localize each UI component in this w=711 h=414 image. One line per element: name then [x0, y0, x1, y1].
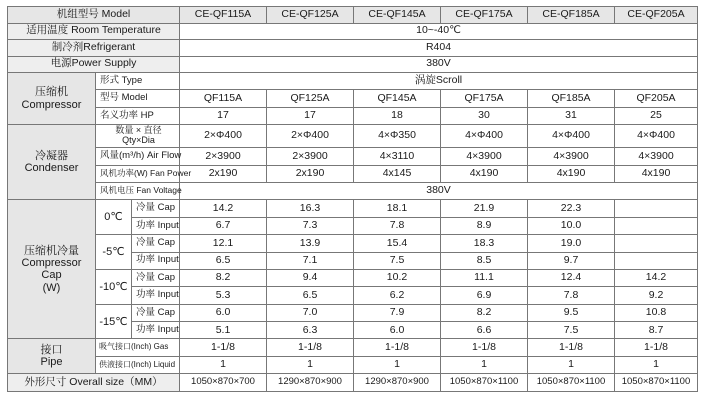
cap-cell: 18.3: [441, 235, 528, 252]
cap-cell: 11.1: [441, 269, 528, 286]
condenser-qty-cell: 4×Φ400: [441, 125, 528, 148]
capacity-row-cap: [8, 304, 698, 321]
pipe-gas-cell: 1-1/8: [615, 339, 698, 356]
pipe-liquid-cell: 1: [267, 356, 354, 373]
input-cell: 7.1: [267, 252, 354, 269]
compressor-group-cn: 压缩机: [35, 86, 68, 99]
input-cell: 5.1: [180, 322, 267, 339]
cap-cell: 22.3: [528, 200, 615, 217]
cap-cell: 18.1: [354, 200, 441, 217]
compressor-model-cell: QF205A: [615, 90, 698, 107]
refrigerant-label: 制冷剂Refrigerant: [8, 40, 180, 57]
pipe-gas-cell: 1-1/8: [528, 339, 615, 356]
condenser-airflow-cell: 4×3900: [528, 148, 615, 165]
room-temperature-value: 10~-40℃: [180, 23, 698, 40]
input-cell: [615, 217, 698, 234]
cap-cell: 14.2: [615, 269, 698, 286]
input-cell: 6.2: [354, 287, 441, 304]
compressor-hp-label: 名义功率 HP: [96, 107, 180, 124]
input-cell: 6.5: [180, 252, 267, 269]
header-row: [8, 7, 698, 24]
overall-size-cell: 1050×870×700: [180, 374, 267, 391]
cap-cell: 12.4: [528, 269, 615, 286]
cap-cell: 19.0: [528, 235, 615, 252]
cap-cell: 13.9: [267, 235, 354, 252]
compressor-hp-cell: 17: [180, 107, 267, 124]
input-cell: 6.7: [180, 217, 267, 234]
cap-cell: 15.4: [354, 235, 441, 252]
cap-cell: 7.0: [267, 304, 354, 321]
compressor-type-label: 形式 Type: [96, 73, 180, 90]
input-label: 功率 Input: [132, 287, 180, 304]
condenser-group-label: [8, 125, 96, 200]
cap-cell: 9.5: [528, 304, 615, 321]
compressor-model-label: 型号 Model: [96, 90, 180, 107]
cap-cell: 16.3: [267, 200, 354, 217]
capacity-group-label: [8, 200, 96, 339]
condenser-qty-label: [96, 125, 180, 148]
condenser-fanpower-cell: 2x190: [180, 165, 267, 182]
pipe-liquid-cell: 1: [354, 356, 441, 373]
input-cell: 6.6: [441, 322, 528, 339]
condenser-qty-cell: 4×Φ400: [528, 125, 615, 148]
cap-cell: 10.2: [354, 269, 441, 286]
cap-cell: [615, 200, 698, 217]
model-header-1: CE-QF115A: [180, 7, 267, 24]
condenser-fanpower-cell: 4x190: [441, 165, 528, 182]
capacity-group-cn: 压缩机冷量: [24, 245, 79, 258]
input-cell: 8.9: [441, 217, 528, 234]
compressor-model-cell: QF175A: [441, 90, 528, 107]
pipe-liquid-cell: 1: [441, 356, 528, 373]
input-cell: 8.5: [441, 252, 528, 269]
model-header-6: CE-QF205A: [615, 7, 698, 24]
pipe-group-cn: 接口: [40, 344, 63, 357]
compressor-model-row: [8, 90, 698, 107]
input-cell: 7.8: [354, 217, 441, 234]
cap-cell: 7.9: [354, 304, 441, 321]
cap-cell: 8.2: [441, 304, 528, 321]
cap-cell: 9.4: [267, 269, 354, 286]
pipe-gas-row: [8, 339, 698, 356]
condenser-fanpower-cell: 4x145: [354, 165, 441, 182]
cap-cell: 12.1: [180, 235, 267, 252]
refrigerant-value: R404: [180, 40, 698, 57]
compressor-hp-cell: 17: [267, 107, 354, 124]
condenser-voltage-value: 380V: [180, 182, 698, 199]
condenser-airflow-cell: 2×3900: [180, 148, 267, 165]
capacity-group-unit: (W): [42, 281, 61, 294]
pipe-group-en: Pipe: [40, 356, 63, 369]
cap-label: 冷量 Cap: [132, 269, 180, 286]
cap-label: 冷量 Cap: [132, 304, 180, 321]
input-cell: 8.7: [615, 322, 698, 339]
compressor-model-cell: QF115A: [180, 90, 267, 107]
condenser-qty-label-cn: 数量 × 直径: [115, 125, 162, 136]
pipe-liquid-cell: 1: [180, 356, 267, 373]
cap-label: 冷量 Cap: [132, 235, 180, 252]
compressor-hp-cell: 31: [528, 107, 615, 124]
compressor-type-value: 涡旋Scroll: [180, 73, 698, 90]
condenser-fanpower-row: [8, 165, 698, 182]
overall-size-cell: 1290×870×900: [267, 374, 354, 391]
pipe-gas-cell: 1-1/8: [267, 339, 354, 356]
input-cell: 6.0: [354, 322, 441, 339]
compressor-model-cell: QF125A: [267, 90, 354, 107]
pipe-gas-cell: 1-1/8: [354, 339, 441, 356]
input-cell: 9.7: [528, 252, 615, 269]
input-cell: 7.5: [528, 322, 615, 339]
capacity-row-cap: [8, 200, 698, 217]
pipe-gas-cell: 1-1/8: [180, 339, 267, 356]
temp-0-label: 0℃: [96, 200, 132, 235]
pipe-group-label: [8, 339, 96, 374]
condenser-voltage-row: [8, 182, 698, 199]
pipe-liquid-row: [8, 356, 698, 373]
capacity-row-cap: [8, 235, 698, 252]
overall-size-cell: 1050×870×1100: [615, 374, 698, 391]
condenser-qty-label-en: Qty×Dia: [122, 135, 155, 146]
room-temperature-row: [8, 23, 698, 40]
condenser-airflow-label: 风量(m³/h) Air Flow: [96, 148, 180, 165]
cap-cell: 21.9: [441, 200, 528, 217]
overall-size-cell: 1050×870×1100: [441, 374, 528, 391]
input-label: 功率 Input: [132, 252, 180, 269]
compressor-group-label: [8, 73, 96, 125]
input-cell: 5.3: [180, 287, 267, 304]
condenser-qty-cell: 2×Φ400: [180, 125, 267, 148]
condenser-qty-cell: 2×Φ400: [267, 125, 354, 148]
model-header-5: CE-QF185A: [528, 7, 615, 24]
compressor-type-row: [8, 73, 698, 90]
temp-2-label: -10℃: [96, 269, 132, 304]
temp-1-label: -5℃: [96, 235, 132, 270]
compressor-group-en: Compressor: [21, 98, 82, 111]
refrigerant-row: [8, 40, 698, 57]
input-cell: 10.0: [528, 217, 615, 234]
condenser-fanpower-cell: 4x190: [615, 165, 698, 182]
condenser-fanpower-label: 风机功率(W) Fan Power: [96, 165, 180, 182]
model-header-label: 机组型号 Model: [8, 7, 180, 24]
condenser-group-cn: 冷凝器: [35, 150, 68, 163]
spec-table: [7, 6, 698, 392]
power-supply-label: 电源Power Supply: [8, 56, 180, 73]
compressor-model-cell: QF145A: [354, 90, 441, 107]
input-cell: 6.5: [267, 287, 354, 304]
condenser-airflow-row: [8, 148, 698, 165]
model-header-4: CE-QF175A: [441, 7, 528, 24]
condenser-airflow-cell: 4×3900: [615, 148, 698, 165]
pipe-liquid-cell: 1: [615, 356, 698, 373]
compressor-hp-cell: 30: [441, 107, 528, 124]
condenser-qty-cell: 4×Φ400: [615, 125, 698, 148]
overall-size-cell: 1050×870×1100: [528, 374, 615, 391]
condenser-airflow-cell: 4×3110: [354, 148, 441, 165]
input-cell: [615, 252, 698, 269]
condenser-qty-row: [8, 125, 698, 148]
input-cell: 7.5: [354, 252, 441, 269]
temp-3-label: -15℃: [96, 304, 132, 339]
condenser-airflow-cell: 4×3900: [441, 148, 528, 165]
cap-cell: 14.2: [180, 200, 267, 217]
capacity-group-en: Compressor Cap: [21, 257, 82, 282]
power-supply-row: [8, 56, 698, 73]
condenser-fanpower-cell: 4x190: [528, 165, 615, 182]
input-cell: 6.9: [441, 287, 528, 304]
pipe-gas-label: 吸气接口(Inch) Gas: [96, 339, 180, 356]
condenser-airflow-cell: 2×3900: [267, 148, 354, 165]
overall-size-row: [8, 374, 698, 391]
room-temperature-label: 适用温度 Room Temperature: [8, 23, 180, 40]
input-cell: 9.2: [615, 287, 698, 304]
model-header-2: CE-QF125A: [267, 7, 354, 24]
pipe-liquid-label: 供液接口(Inch) Liquid: [96, 356, 180, 373]
power-supply-value: 380V: [180, 56, 698, 73]
compressor-hp-row: [8, 107, 698, 124]
cap-cell: 10.8: [615, 304, 698, 321]
condenser-qty-cell: 4×Φ350: [354, 125, 441, 148]
input-cell: 6.3: [267, 322, 354, 339]
input-label: 功率 Input: [132, 322, 180, 339]
condenser-fanpower-cell: 2x190: [267, 165, 354, 182]
compressor-hp-cell: 18: [354, 107, 441, 124]
overall-size-cell: 1290×870×900: [354, 374, 441, 391]
pipe-gas-cell: 1-1/8: [441, 339, 528, 356]
input-cell: 7.8: [528, 287, 615, 304]
condenser-voltage-label: 风机电压 Fan Voltage: [96, 182, 180, 199]
pipe-liquid-cell: 1: [528, 356, 615, 373]
condenser-group-en: Condenser: [24, 162, 79, 175]
input-label: 功率 Input: [132, 217, 180, 234]
cap-cell: 8.2: [180, 269, 267, 286]
compressor-model-cell: QF185A: [528, 90, 615, 107]
input-cell: 7.3: [267, 217, 354, 234]
model-header-3: CE-QF145A: [354, 7, 441, 24]
overall-size-label: 外形尺寸 Overall size（MM）: [8, 374, 180, 391]
cap-label: 冷量 Cap: [132, 200, 180, 217]
compressor-hp-cell: 25: [615, 107, 698, 124]
capacity-row-cap: [8, 269, 698, 286]
cap-cell: 6.0: [180, 304, 267, 321]
cap-cell: [615, 235, 698, 252]
